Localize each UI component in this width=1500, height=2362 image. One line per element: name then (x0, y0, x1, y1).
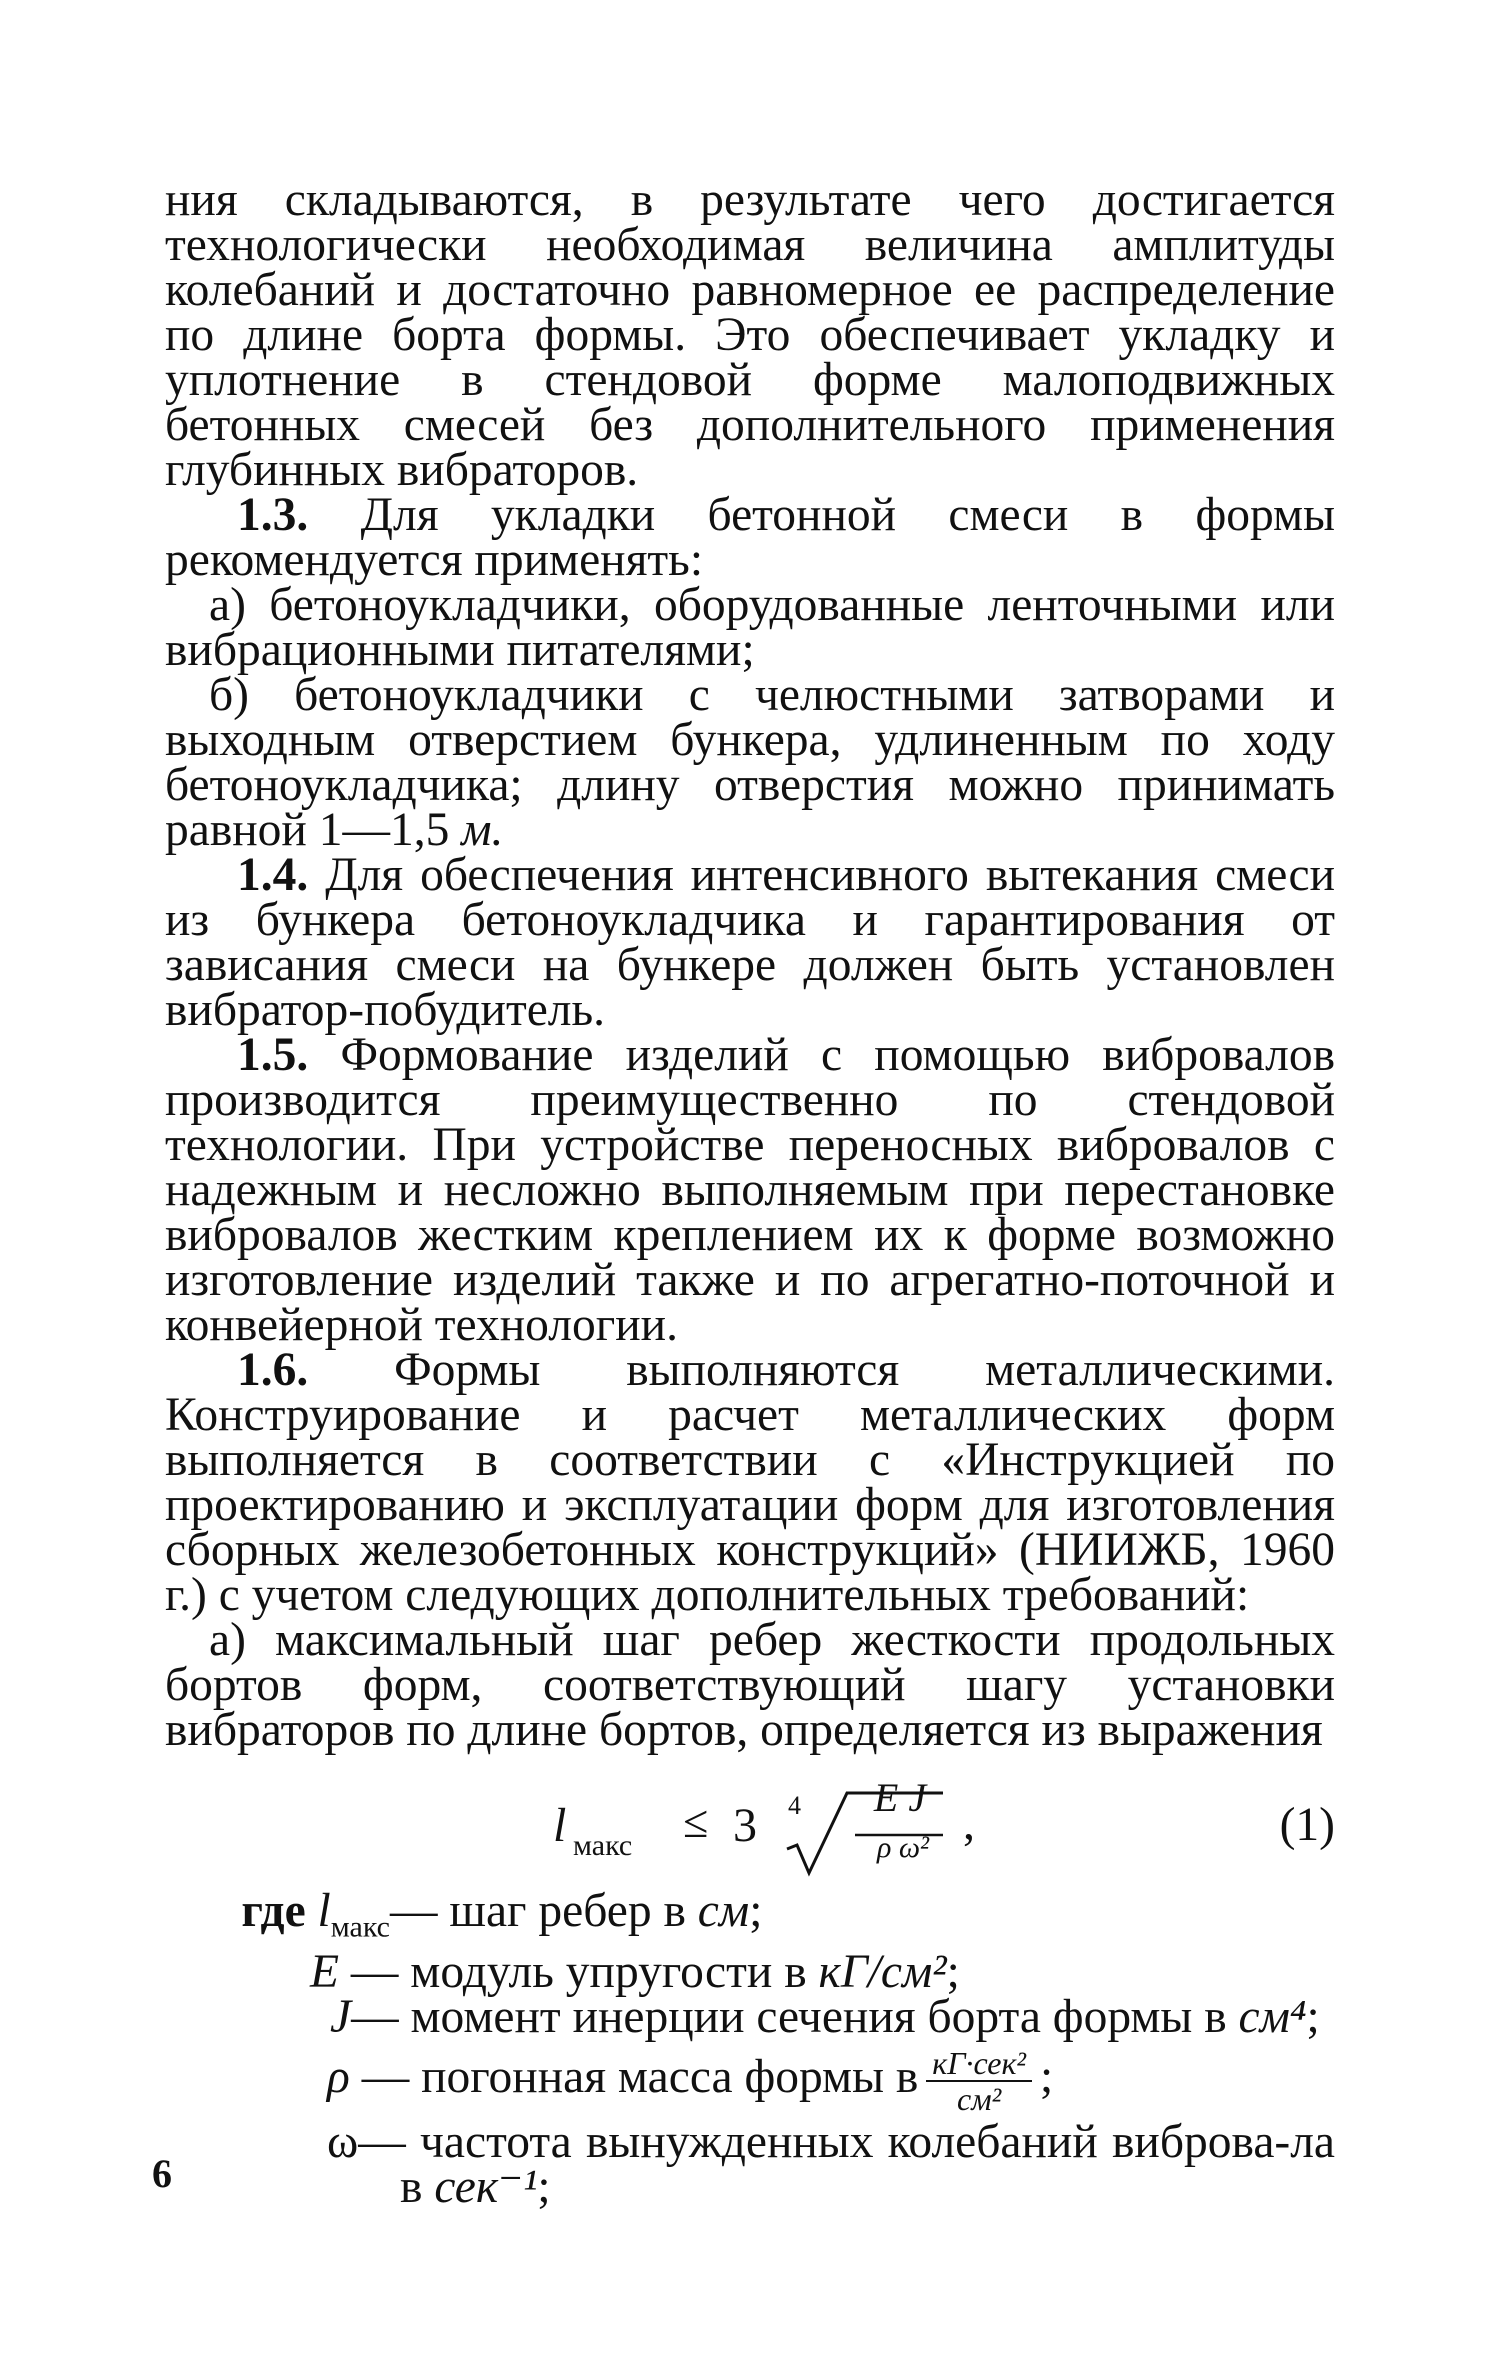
paragraph-text: Для обеспечения интенсивного вытекания смеси из бункера бетоноукладчика и гарантирования от зависания смеси на бункере должен быть установлен вибратор-побудитель. (165, 849, 1336, 1036)
definition-term: где $l_{макс}$ (241, 1885, 390, 1944)
unit: м. (461, 804, 504, 856)
formula-comma: , (963, 1797, 975, 1850)
definition-item: ω— частота вынужденных колебаний виброва-ла в сек⁻¹; (327, 2115, 1336, 2213)
formula-root-index: 4 (788, 1791, 801, 1820)
formula-lhs: l (553, 1799, 567, 1852)
unit: кГ/см² (818, 1945, 947, 1998)
unit: см (697, 1885, 750, 1937)
formula-numerator: E J (873, 1775, 927, 1820)
formula-1 (165, 1775, 1335, 1875)
definition-term: ω (327, 2115, 359, 2168)
definition-item: E — модуль упругости в кГ/см²; (310, 1945, 960, 1998)
fraction-numerator: кГ·сек² (926, 2046, 1032, 2082)
paragraph-1-4 (165, 849, 1336, 1036)
formula-coefficient: 3 (733, 1799, 757, 1852)
list-item-a-requirement: а) максимальный шаг ребер жесткости продольных бортов форм, соответствующий шагу установки вибраторов по длине бортов, определяется из выражения (165, 1614, 1335, 1756)
paragraph-continuation: ния складываются, в результате чего достигается технологически необходимая величина амплитуды колебаний и достаточно равномерное ее распределение по длине борта формы. Это обеспечивает укладку и уплотнение в стендовой форме малоподвижных бетонных смесей без дополнительного применения глубинных вибраторов. (165, 174, 1335, 496)
section-number: 1.6. (237, 1344, 309, 1396)
paragraph-1-6 (165, 1344, 1335, 1621)
definitions-lead: где (241, 1885, 306, 1937)
page-number: 6 (152, 2151, 172, 2196)
paragraph-text: Формование изделий с помощью вибровалов производится преимущественно по стендовой технологии. При устройстве переносных вибровалов с надежным и несложно выполняемым при перестановке вибровалов жестким креплением их к форме возможно изготовление изделий также и по агрегатно-поточной и конвейерной технологии. (165, 1029, 1336, 1351)
section-number: 1.5. (237, 1029, 309, 1081)
paragraph-text: Для укладки бетонной смеси в формы рекомендуется применять: (165, 489, 1335, 586)
document-page (165, 174, 1336, 2213)
definition-term: J (330, 1990, 352, 2043)
formula-denominator: ρ ω² (876, 1831, 930, 1864)
definition-item: J— момент инерции сечения борта формы в см⁴; (330, 1990, 1320, 2043)
definitions-list (165, 1885, 1336, 2213)
equation-number: (1) (1279, 1799, 1335, 1851)
unit: сек⁻¹ (434, 2160, 538, 2213)
formula-lhs-subscript: макс (573, 1829, 633, 1862)
formula-relation: ≤ (683, 1796, 709, 1847)
unit: см⁴ (1238, 1990, 1307, 2043)
list-item-a: а) бетоноукладчики, оборудованные ленточными или вибрационными питателями; (165, 579, 1335, 676)
section-number: 1.3. (237, 489, 309, 541)
section-number: 1.4. (237, 849, 309, 901)
paragraph-text: Формы выполняются металлическими. Конструирование и расчет металлических форм выполняется в соответствии с «Инструкцией по проектированию и эксплуатации форм для изготовления сборных железобетонных конструкций» (НИИЖБ, 1960 г.) с учетом следующих дополнительных требований: (165, 1344, 1335, 1621)
definition-item: где $l_{макс}—$ шаг ребер в см; (165, 1889, 1335, 1950)
paragraph-1-3 (165, 489, 1335, 586)
definition-item: ρ — погонная масса формы в $\frac{\text{кГ·сек²}}{\text{см²}}$ ; (327, 2044, 1054, 2117)
list-item-b (165, 669, 1335, 856)
definition-term: ρ (327, 2050, 350, 2103)
list-item-text: б) бетоноукладчики с челюстными затворами и выходным отверстием бункера, удлиненным по ходу бетоноукладчика; длину отверстия можно принимать равной 1—1,5 (165, 669, 1335, 856)
paragraph-1-5 (165, 1029, 1336, 1351)
unit-fraction (926, 2046, 1032, 2116)
fraction-denominator: см² (957, 2080, 1002, 2117)
definition-term: E (310, 1945, 340, 1998)
